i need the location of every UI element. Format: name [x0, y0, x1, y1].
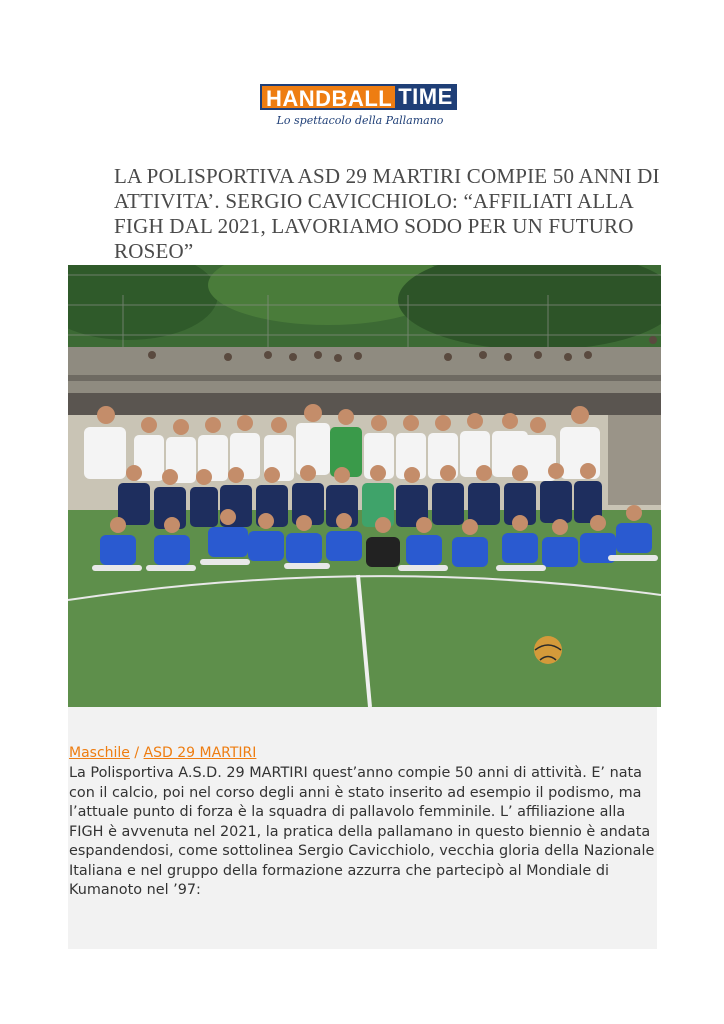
category-links [69, 744, 256, 762]
article-content-panel [68, 707, 657, 949]
category-separator: / [134, 745, 140, 761]
team-photo-illustration [68, 265, 661, 707]
logo-handball-text: HANDBALL [260, 84, 395, 110]
logo-tagline: Lo spettacolo della Pallamano [276, 114, 444, 127]
logo-time-text: TIME [395, 84, 457, 110]
category-link-maschile[interactable]: Maschile [69, 745, 130, 761]
site-logo[interactable] [260, 84, 464, 136]
article-title: LA POLISPORTIVA ASD 29 MARTIRI COMPIE 50 ANNI DI ATTIVITA’. SERGIO CAVICCHIOLO: “AFFILIATI ALLA FIGH DAL 2021, LAVORIAMO SODO PER UN FUTURO ROSEO” [114, 164, 660, 263]
category-link-asd-29-martiri[interactable]: ASD 29 MARTIRI [143, 745, 257, 761]
article-body: La Polisportiva A.S.D. 29 MARTIRI quest’anno compie 50 anni di attività. E’ nata con il calcio, poi nel corso degli anni è stato inserito ad esempio il podismo, ma l’attuale punto di forza è la squadra di pallavolo femminile. L’ affiliazione alla FIGH è avvenuta nel 2021, la pratica della pallamano in questo biennio è andata espandendosi, come sottolinea Sergio Cavicchiolo, vecchia gloria della Nazionale Italiana e nel gruppo della formazione azzurra che partecipò al Mondiale di Kumanoto nel ’97: [69, 765, 655, 898]
logo-wordmark [260, 84, 464, 110]
team-photo [68, 265, 661, 707]
